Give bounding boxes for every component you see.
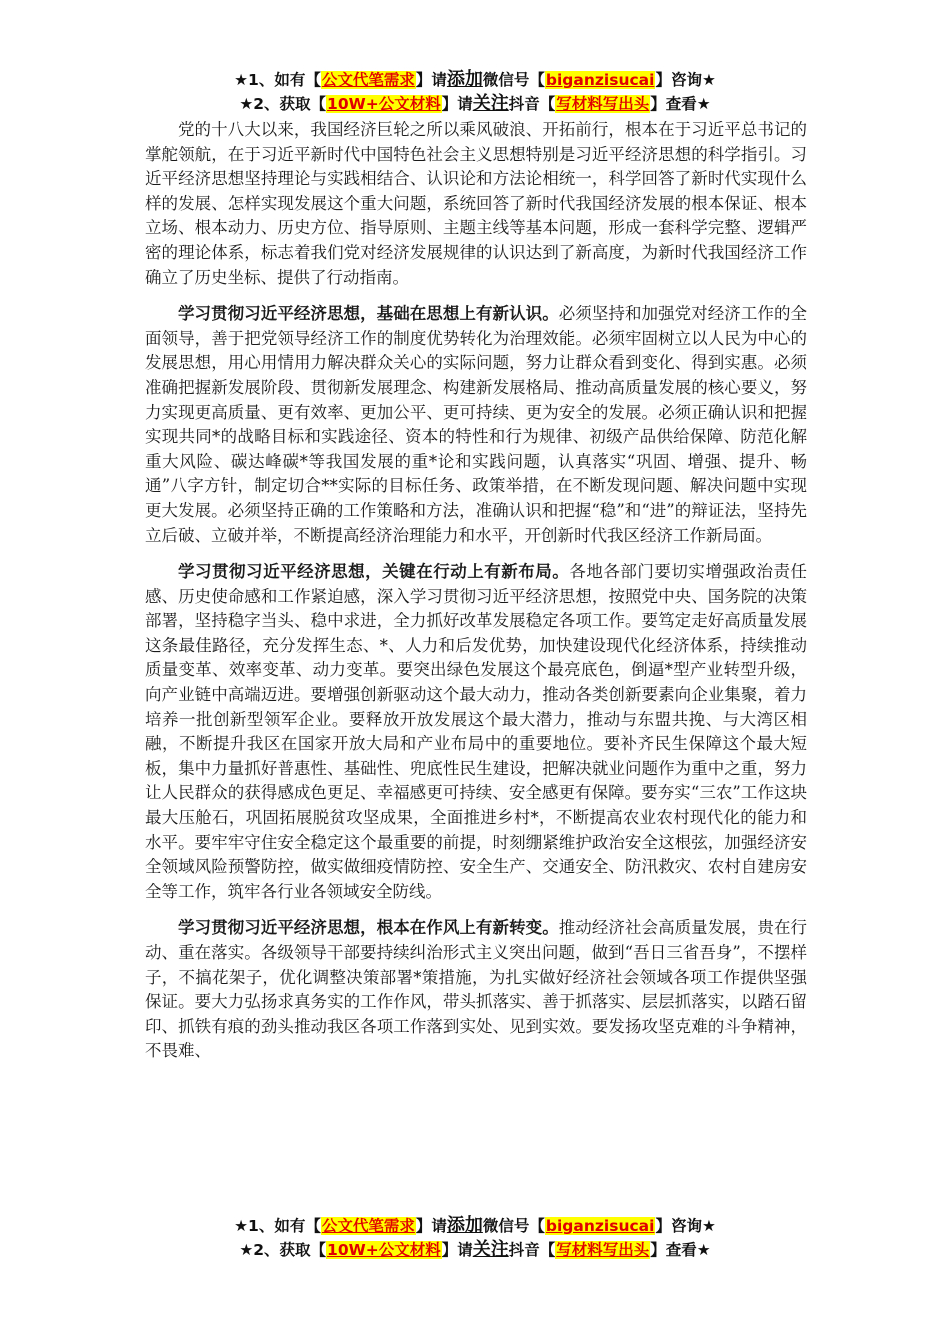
paragraph-lead: 学习贯彻习近平经济思想，关键在行动上有新布局。: [178, 562, 570, 582]
paragraph-action: 学习贯彻习近平经济思想，关键在行动上有新布局。各地各部门要切实增强政治责任感、历史使命感和工作紧迫感，深入学习贯彻习近平经济思想，按照党中央、国务院的决策部署，坚持稳字当头、稳中求进，全力抓好改革发展稳定各项工作。要笃定走好高质量发展这条最佳路径，充分发挥生态、*、人力和后发优势，加快建设现代化经济体系，持续推动质量变革、效率变革、动力变革。要突出绿色发展这个最亮底色，倒逼*型产业转型升级，向产业链中高端迈进。要增强创新驱动这个最大动力，推动各类创新要素向企业集聚，着力培养一批创新型领军企业。要释放开放发展这个最大潜力，推动与东盟共挽、与大湾区相融，不断提升我区在国家开放大局和产业布局中的重要地位。要补齐民生保障这个最大短板，集中力量抓好普惠性、基础性、兜底性民生建设，把解决就业问题作为重中之重，努力让人民群众的获得感成色更足、幸福感更可持续、安全感更有保障。要夯实“三农”工作这块最大压舱石，巩固拓展脱贫攻坚成果，全面推进乡村*，不断提高农业农村现代化的能力和水平。要牢牢守住安全稳定这个最重要的前提，时刻绷紧维护政治安全这根弦，加强经济安全领域风险预警防控，做实做细疫情防控、安全生产、交通安全、防汛救灾、农村自建房安全等工作，筑牢各行业各领域安全防线。: [145, 562, 808, 901]
star-icon: ★: [234, 71, 249, 89]
star-icon: ★: [234, 1217, 249, 1235]
highlight-service: 公文代笔需求: [321, 71, 415, 89]
highlight-douyin-account: 写材料写出头: [556, 1241, 650, 1259]
promo-line-1: ★1、如有【公文代笔需求】请添加微信号【biganzisucai】咨询★: [234, 69, 716, 90]
article-body: [145, 118, 807, 1076]
highlight-wechat-id: biganzisucai: [545, 1217, 655, 1235]
highlight-douyin-account: 写材料写出头: [556, 95, 650, 113]
highlight-service: 公文代笔需求: [321, 1217, 415, 1235]
promo-line-1: ★1、如有【公文代笔需求】请添加微信号【biganzisucai】咨询★: [234, 1215, 716, 1236]
paragraph-style: 学习贯彻习近平经济思想，根本在作风上有新转变。推动经济社会高质量发展，贵在行动、重在落实。各级领导干部要持续纠治形式主义突出问题，做到“吾日三省吾身”，不摆样子，不搞花架子，优化调整决策部署*策措施，为扎实做好经济社会领域各项工作提供坚强保证。要大力弘扬求真务实的工作作风，带头抓落实、善于抓落实、层层抓落实，以踏石留印、抓铁有痕的劲头推动我区各项工作落到实处、见到实效。要发扬攻坚克难的斗争精神，不畏难、: [145, 918, 808, 1061]
promo-line-2: ★2、获取【10W+公文材料】请关注抖音【写材料写出头】查看★: [239, 93, 711, 114]
star-icon: ★: [239, 95, 254, 113]
paragraph-intro: 党的十八大以来，我国经济巨轮之所以乘风破浪、开拓前行，根本在于习近平总书记的掌舵领航，在于习近平新时代中国特色社会主义思想特别是习近平经济思想的科学指引。习近平经济思想坚持理论与实践相结合、认识论和方法论相统一，科学回答了新时代实现什么样的发展、怎样实现发展这个重大问题，系统回答了新时代我国经济发展的根本保证、根本立场、根本动力、历史方位、指导原则、主题主线等基本问题，形成一套科学完整、逻辑严密的理论体系，标志着我们党对经济发展规律的认识达到了新高度，为新时代我国经济工作确立了历史坐标、提供了行动指南。: [145, 120, 807, 287]
paragraph-thinking: 学习贯彻习近平经济思想，基础在思想上有新认识。必须坚持和加强党对经济工作的全面领导，善于把党领导经济工作的制度优势转化为治理效能。必须牢固树立以人民为中心的发展思想，用心用情用力解决群众关心的实际问题，努力让群众看到变化、得到实惠。必须准确把握新发展阶段、贯彻新发展理念、构建新发展格局、推动高质量发展的核心要义，努力实现更高质量、更有效率、更加公平、更可持续、更为安全的发展。必须正确认识和把握实现共同*的战略目标和实践途径、资本的特性和行为规律、初级产品供给保障、防范化解重大风险、碳达峰碳*等我国发展的重*论和实践问题，认真落实“巩固、增强、提升、畅通”八字方针，制定切合**实际的目标任务、政策举措，在不断发现问题、解决问题中实现更大发展。必须坚持正确的工作策略和方法，准确认识和把握“稳”和“进”的辩证法，坚持先立后破、立破并举，不断提高经济治理能力和水平，开创新时代我区经济工作新局面。: [145, 304, 808, 545]
paragraph-lead: 学习贯彻习近平经济思想，根本在作风上有新转变。: [178, 918, 559, 938]
promo-line-2: ★2、获取【10W+公文材料】请关注抖音【写材料写出头】查看★: [239, 1239, 711, 1260]
highlight-materials: 10W+公文材料: [327, 1241, 441, 1259]
star-icon: ★: [239, 1241, 254, 1259]
paragraph-lead: 学习贯彻习近平经济思想，基础在思想上有新认识。: [178, 304, 559, 324]
highlight-materials: 10W+公文材料: [327, 95, 441, 113]
promo-banner-bottom: [0, 1214, 950, 1262]
promo-banner-top: [0, 68, 950, 116]
highlight-wechat-id: biganzisucai: [545, 71, 655, 89]
